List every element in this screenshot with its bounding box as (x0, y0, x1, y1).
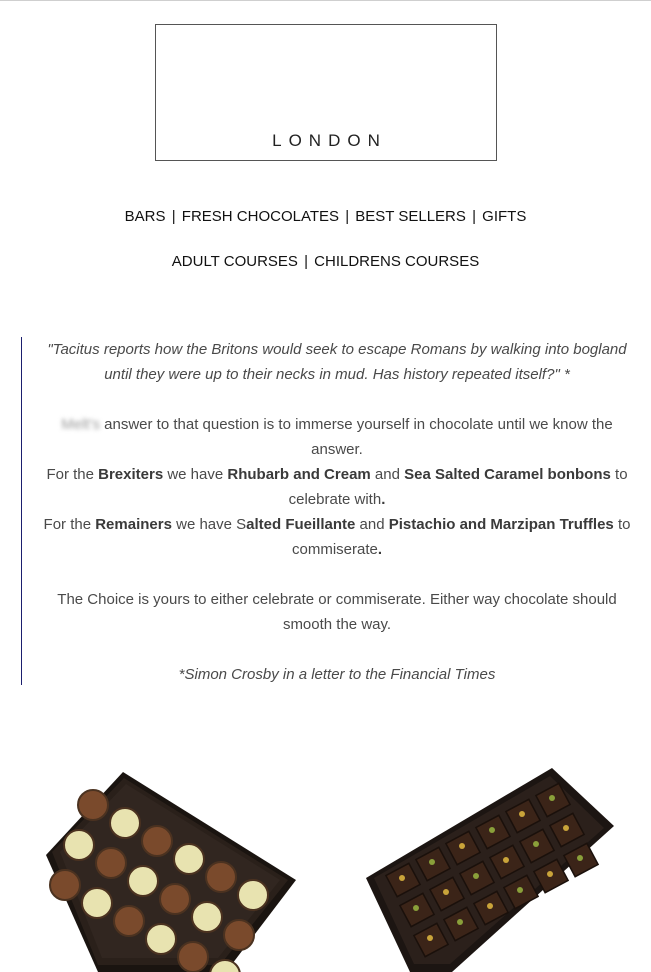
nav-fresh-chocolates-link[interactable]: FRESH CHOCOLATES (181, 208, 340, 225)
brexit-product: Rhubarb and Cream (227, 466, 371, 483)
logo-text: LONDON (272, 131, 387, 150)
brexit-text: For the (46, 466, 99, 483)
bonbon-box-image[interactable] (360, 760, 640, 972)
choice-text: smooth the way. (282, 616, 392, 633)
brexit-text: celebrate with (288, 491, 382, 508)
bonbon-box-illustration (360, 760, 640, 972)
nav-gifts-link[interactable]: GIFTS (482, 208, 527, 225)
remain-product: Pistachio and Marzipan Truffles (388, 516, 614, 533)
answer-paragraph (32, 412, 642, 562)
truffle-box-illustration (38, 760, 318, 972)
nav-bars-link[interactable]: BARS (124, 208, 166, 225)
quote-line: "Tacitus reports how the Britons would seek to escape Romans by walking into bogland (47, 341, 627, 358)
article-blockquote (21, 337, 651, 685)
remain-text: we have S (171, 516, 247, 533)
answer-text: answer. (311, 441, 363, 458)
remain-product: alted Fueillante (246, 516, 356, 533)
brexit-text: and (370, 466, 405, 483)
nav-separator: | (304, 253, 308, 270)
nav-adult-courses-link[interactable]: ADULT COURSES (171, 253, 298, 270)
nav-separator: | (472, 208, 476, 225)
brexit-group: Brexiters (98, 466, 164, 483)
nav-best-sellers-link[interactable]: BEST SELLERS (355, 208, 466, 225)
brexit-text: . (381, 491, 386, 508)
brand-logo[interactable] (155, 24, 497, 161)
brexit-text: to (610, 466, 628, 483)
nav-separator: | (345, 208, 350, 225)
remain-text: commiserate (291, 541, 378, 558)
nav-separator: | (171, 208, 176, 225)
citation-text: *Simon Crosby in a letter to the Financial Times (178, 666, 496, 683)
main-nav (0, 208, 651, 225)
choice-paragraph (32, 587, 642, 637)
brexit-product: Sea Salted Caramel bonbons (404, 466, 611, 483)
remain-text: . (377, 541, 383, 558)
remain-text: and (355, 516, 389, 533)
quote-text (32, 337, 642, 387)
brand-name-text: Melt's (61, 416, 100, 433)
courses-nav (0, 253, 651, 270)
truffle-box-image[interactable] (38, 760, 318, 972)
quote-line: until they were up to their necks in mud. Has history repeated itself?" * (104, 366, 570, 383)
answer-text: answer to that question is to immerse yourself in chocolate until we know the (99, 416, 613, 433)
remain-text: to (613, 516, 631, 533)
choice-text: The Choice is yours to either celebrate or commiserate. Either way chocolate should (57, 591, 617, 608)
top-divider (0, 0, 651, 1)
nav-childrens-courses-link[interactable]: CHILDRENS COURSES (314, 253, 480, 270)
brexit-text: we have (163, 466, 228, 483)
remain-group: Remainers (95, 516, 172, 533)
remain-text: For the (43, 516, 96, 533)
